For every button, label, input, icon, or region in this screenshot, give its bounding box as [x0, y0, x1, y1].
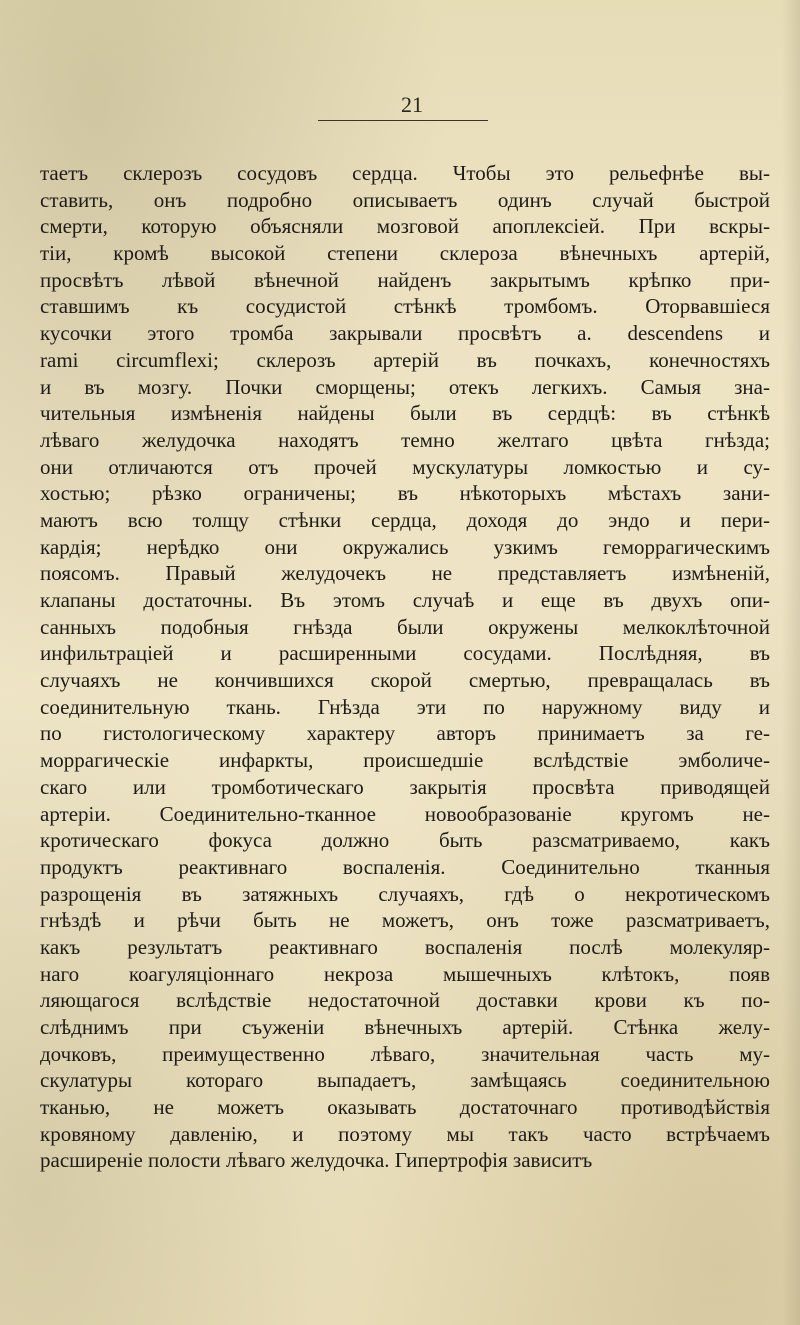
text-line: ляющагося вслѣдствіе недостаточной доставки крови къ по- [40, 988, 770, 1013]
text-line: ставить, онъ подробно описываетъ одинъ случай быстрой [40, 187, 770, 212]
text-line: тканью, не можетъ оказывать достаточнаго противодѣйствія [40, 1095, 770, 1120]
text-line: наго коагуляціоннаго некроза мышечныхъ клѣтокъ, появ [40, 961, 770, 986]
text-line: хостью; рѣзко ограничены; въ нѣкоторыхъ мѣстахъ зани- [40, 481, 770, 506]
text-line: какъ результатъ реактивнаго воспаленія послѣ молекуляр- [40, 934, 770, 959]
text-line: скаго или тромботическаго закрытія просвѣта приводящей [40, 774, 770, 799]
text-line: дочковъ, преимущественно лѣваго, значительная часть му- [40, 1041, 770, 1066]
text-line: ставшимъ къ сосудистой стѣнкѣ тромбомъ. Оторвавшіеся [40, 294, 770, 319]
text-line: артеріи. Соединительно-тканное новообразованіе кругомъ не- [40, 801, 770, 826]
text-line: и въ мозгу. Почки сморщены; отекъ легкихъ. Самыя зна- [40, 374, 770, 399]
text-line: кровяному давленію, и поэтому мы такъ часто встрѣчаемъ [40, 1121, 770, 1146]
text-line: случаяхъ не кончившихся скорой смертью, превращалась въ [40, 668, 770, 693]
page-edge-shadow [782, 0, 800, 1325]
text-line: гнѣздѣ и рѣчи быть не можетъ, онъ тоже разсматриваетъ, [40, 908, 770, 933]
text-line: скулатуры котораго выпадаетъ, замѣщаясь соединительною [40, 1068, 770, 1093]
text-line: кардія; нерѣдко они окружались узкимъ геморрагическимъ [40, 534, 770, 559]
text-line: кротическаго фокуса должно быть разсматриваемо, какъ [40, 828, 770, 853]
page-number: 21 [401, 92, 423, 117]
text-line: поясомъ. Правый желудочекъ не представляетъ измѣненій, [40, 561, 770, 586]
text-line: разрощенія въ затяжныхъ случаяхъ, гдѣ о некротическомъ [40, 881, 770, 906]
text-line: клапаны достаточны. Въ этомъ случаѣ и еще въ двухъ опи- [40, 588, 770, 612]
text-line: лѣваго желудочка находятъ темно желтаго цвѣта гнѣзда; [40, 427, 770, 452]
text-line: по гистологическому характеру авторъ принимаетъ за ге- [40, 721, 770, 746]
text-line: продуктъ реактивнаго воспаленія. Соединительно тканныя [40, 854, 770, 879]
header-rule [318, 120, 488, 121]
text-line: тіи, кромѣ высокой степени склероза вѣнечныхъ артерій, [40, 241, 770, 266]
text-line: моррагическіе инфаркты, происшедшіе вслѣдствіе эмболиче- [40, 748, 770, 773]
text-line: соединительную ткань. Гнѣзда эти по наружному виду и [40, 694, 770, 719]
text-line: маютъ всю толщу стѣнки сердца, доходя до эндо и пери- [40, 507, 770, 532]
body-text [40, 160, 770, 1174]
text-line: чительныя измѣненія найдены были въ сердцѣ: въ стѣнкѣ [40, 401, 770, 426]
text-line: они отличаются отъ прочей мускулатуры ломкостью и су- [40, 454, 770, 479]
text-line: смерти, которую объясняли мозговой апоплексіей. При вскры- [40, 214, 770, 239]
text-line: таетъ склерозъ сосудовъ сердца. Чтобы это рельефнѣе вы- [40, 161, 770, 185]
text-line: просвѣтъ лѣвой вѣнечной найденъ закрытымъ крѣпко при- [40, 267, 770, 292]
text-line: кусочки этого тромба закрывали просвѣтъ а. descendens и [40, 321, 770, 346]
text-line: слѣднимъ при съуженіи вѣнечныхъ артерій. Стѣнка желу- [40, 1015, 770, 1039]
text-line: rami circumflexi; склерозъ артерій въ почкахъ, конечностяхъ [40, 347, 770, 372]
text-line: санныхъ подобныя гнѣзда были окружены мелкоклѣточной [40, 614, 770, 639]
text-line: инфильтраціей и расширенными сосудами. Послѣдняя, въ [40, 641, 770, 666]
text-line: расширеніе полости лѣваго желудочка. Гипертрофія зависитъ [40, 1148, 593, 1173]
